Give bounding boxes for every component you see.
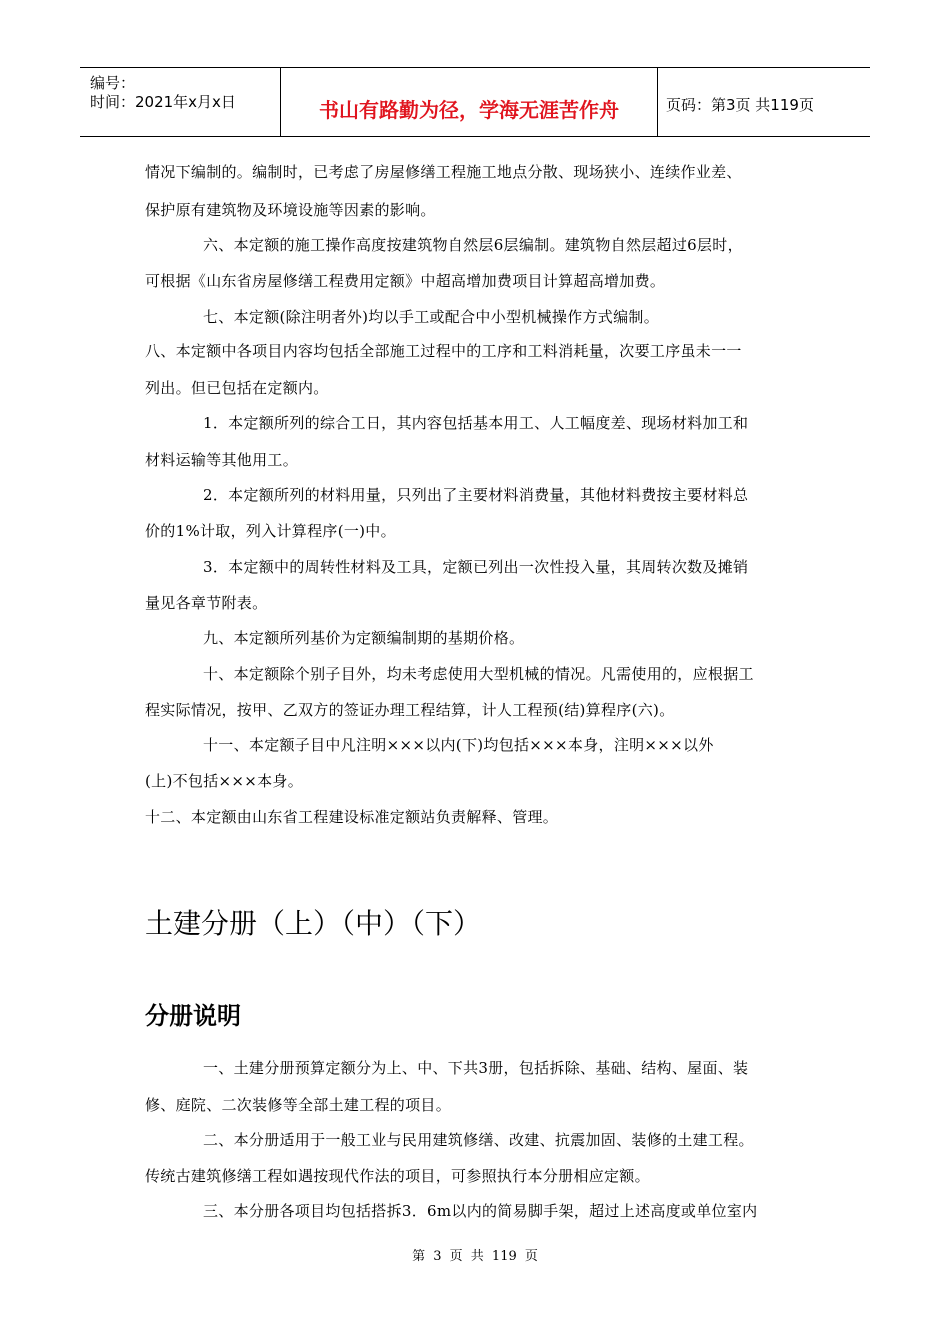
paragraph-line: 十、本定额除个别子目外，均未考虑使用大型机械的情况。凡需使用的，应根据工 (203, 665, 754, 683)
paragraph-line: 十一、本定额子目中凡注明×××以内(下)均包括×××本身，注明×××以外 (203, 736, 714, 754)
header-page-cell (658, 68, 870, 136)
paragraph-line: 七、本定额(除注明者外)均以手工或配合中小型机械操作方式编制。 (203, 308, 660, 326)
paragraph-line: 保护原有建筑物及环境设施等因素的影响。 (145, 201, 436, 219)
paragraph-line: 量见各章节附表。 (145, 594, 268, 612)
paragraph-line: 3．本定额中的周转性材料及工具，定额已列出一次性投入量，其周转次数及摊销 (203, 558, 749, 576)
paragraph-line: 可根据《山东省房屋修缮工程费用定额》中超高增加费项目计算超高增加费。 (145, 272, 666, 290)
paragraph-line: 三、本分册各项目均包括搭拆3．6m以内的简易脚手架，超过上述高度或单位室内 (203, 1202, 758, 1220)
page-header (80, 67, 870, 137)
paragraph-line: 一、土建分册预算定额分为上、中、下共3册，包括拆除、基础、结构、屋面、装 (203, 1059, 749, 1077)
motto-text: 书山有路勤为径，学海无涯苦作舟 (319, 98, 619, 122)
paragraph-line: 列出。但已包括在定额内。 (145, 379, 329, 397)
paragraph-line: 材料运输等其他用工。 (145, 451, 299, 469)
paragraph-line: 程实际情况，按甲、乙双方的签证办理工程结算，计人工程预(结)算程序(六)。 (145, 701, 675, 719)
paragraph-line: 修、庭院、二次装修等全部土建工程的项目。 (145, 1096, 452, 1114)
section-heading: 土建分册（上）（中）（下） (145, 907, 482, 940)
paragraph-line: 情况下编制的。编制时，已考虑了房屋修缮工程施工地点分散、现场狭小、连续作业差、 (145, 163, 742, 181)
paragraph-line: 价的1%计取，列入计算程序(一)中。 (145, 522, 396, 540)
page-footer: 第 3 页 共 119 页 (412, 1249, 538, 1264)
paragraph-line: 九、本定额所列基价为定额编制期的基期价格。 (203, 629, 525, 647)
page-code: 页码：第3页 共119页 (666, 96, 814, 114)
paragraph-line: 2．本定额所列的材料用量，只列出了主要材料消费量，其他材料费按主要材料总 (203, 486, 749, 504)
header-motto-cell (281, 68, 658, 136)
time-label: 时间：2021年x月x日 (90, 93, 236, 111)
paragraph-line: 六、本定额的施工操作高度按建筑物自然层6层编制。建筑物自然层超过6层时， (203, 236, 743, 254)
subsection-heading: 分册说明 (145, 1002, 241, 1030)
paragraph-line: 八、本定额中各项目内容均包括全部施工过程中的工序和工料消耗量，次要工序虽未一一 (145, 342, 742, 360)
paragraph-line: 十二、本定额由山东省工程建设标准定额站负责解释、管理。 (145, 808, 559, 826)
paragraph-line: (上)不包括×××本身。 (145, 772, 304, 790)
paragraph-line: 二、本分册适用于一般工业与民用建筑修缮、改建、抗震加固、装修的土建工程。 (203, 1131, 754, 1149)
paragraph-line: 传统古建筑修缮工程如遇按现代作法的项目，可参照执行本分册相应定额。 (145, 1167, 650, 1185)
header-info-cell (80, 68, 281, 136)
number-label: 编号： (90, 74, 136, 92)
paragraph-line: 1．本定额所列的综合工日，其内容包括基本用工、人工幅度差、现场材料加工和 (203, 414, 749, 432)
